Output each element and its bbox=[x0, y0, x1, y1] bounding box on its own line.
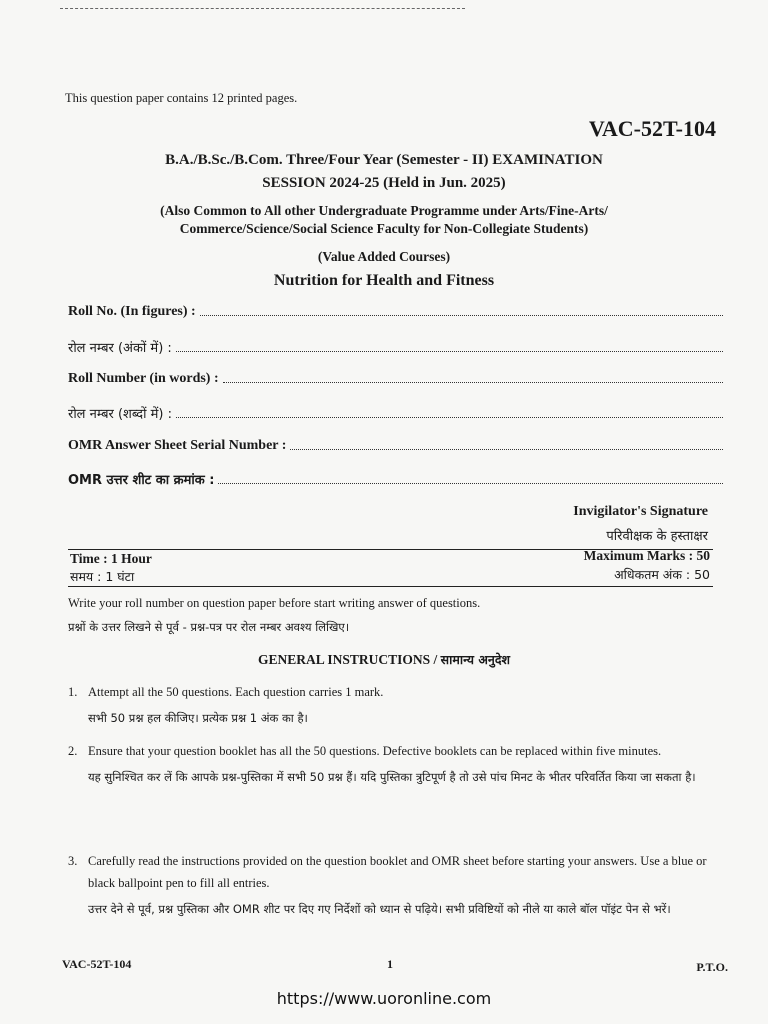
instruction-text-en: Ensure that your question booklet has all the 50 questions. Defective booklets can be replaced within five minutes. bbox=[88, 744, 662, 758]
roll-no-words-hindi-field[interactable] bbox=[68, 404, 723, 422]
exam-title-line1: B.A./B.Sc./B.Com. Three/Four Year (Semester - II) EXAMINATION bbox=[165, 152, 603, 168]
instruction-text-hi: यह सुनिश्चित कर लें कि आपके प्रश्न-पुस्तिका में सभी 50 प्रश्न हैं। यदि पुस्तिका त्रुटिपूर्ण है तो उसे पांच मिनट के भीतर परिवर्तित किया जा सकता है। bbox=[88, 770, 696, 784]
instruction-number: 2. bbox=[68, 744, 78, 758]
instruction-text-en: Attempt all the 50 questions. Each question carries 1 mark. bbox=[88, 685, 384, 699]
exam-title-line2: SESSION 2024-25 (Held in Jun. 2025) bbox=[262, 175, 506, 191]
instruction-item bbox=[68, 850, 723, 922]
paper-code: VAC-52T-104 bbox=[588, 116, 716, 141]
heading-hi: सामान्य अनुदेश bbox=[440, 652, 510, 667]
top-border-line bbox=[60, 8, 465, 9]
dotted-line bbox=[223, 381, 723, 383]
instruction-item bbox=[68, 740, 723, 790]
field-label: रोल नम्बर (अंकों में) : bbox=[68, 341, 172, 356]
instruction-number: 3. bbox=[68, 854, 78, 868]
field-label: OMR उत्तर शीट का क्रमांक : bbox=[68, 473, 215, 488]
dotted-line bbox=[290, 448, 723, 450]
printed-pages-note: This question paper contains 12 printed pages. bbox=[65, 91, 298, 105]
roll-number-notice-hindi: प्रश्नों के उत्तर लिखने से पूर्व - प्रश्न-पत्र पर रोल नम्बर अवश्य लिखिए। bbox=[68, 620, 350, 634]
field-label: Roll Number (in words) : bbox=[68, 371, 219, 386]
omr-serial-hindi-field[interactable] bbox=[68, 470, 723, 488]
common-note-line1: (Also Common to All other Undergraduate Programme under Arts/Fine-Arts/ bbox=[160, 203, 608, 218]
max-marks-label: Maximum Marks : 50 bbox=[583, 548, 710, 563]
instruction-text-en: Carefully read the instructions provided on the question booklet and OMR sheet before starting your answers. Use a blue or black ballpoint pen to fill all entries. bbox=[88, 854, 707, 890]
course-type: (Value Added Courses) bbox=[317, 249, 451, 264]
heading-en: GENERAL INSTRUCTIONS / bbox=[258, 652, 438, 667]
website-link[interactable]: https://www.uoronline.com bbox=[276, 989, 492, 1008]
roll-no-figures-hindi-field[interactable] bbox=[68, 338, 723, 356]
roll-no-figures-field[interactable] bbox=[68, 304, 723, 320]
dotted-line bbox=[176, 416, 723, 418]
omr-serial-field[interactable] bbox=[68, 438, 723, 454]
instruction-text-hi: उत्तर देने से पूर्व, प्रश्न पुस्तिका और OMR शीट पर दिए गए निर्देशों को ध्यान से पढ़िये। सभी प्रविष्टियों को नीले या काले बॉल पॉइंट पेन से भरें। bbox=[88, 902, 671, 916]
pto-label: P.T.O. bbox=[696, 960, 728, 974]
common-note-line2: Commerce/Science/Social Science Faculty for Non-Collegiate Students) bbox=[179, 221, 589, 236]
dotted-line bbox=[200, 314, 723, 316]
instruction-number: 1. bbox=[68, 685, 78, 699]
dotted-line bbox=[176, 350, 723, 352]
field-label: रोल नम्बर (शब्दों में) : bbox=[68, 407, 172, 422]
roll-number-notice: Write your roll number on question paper before start writing answer of questions. bbox=[68, 596, 481, 610]
max-marks-label-hindi: अधिकतम अंक : 50 bbox=[614, 567, 710, 582]
dotted-line bbox=[218, 482, 723, 484]
invigilator-signature-hindi: परिवीक्षक के हस्ताक्षर bbox=[606, 529, 708, 544]
field-label: Roll No. (In figures) : bbox=[68, 304, 196, 319]
page-number: 1 bbox=[387, 957, 393, 971]
footer-paper-code: VAC-52T-104 bbox=[62, 957, 132, 971]
roll-no-words-field[interactable] bbox=[68, 371, 723, 387]
divider-line bbox=[68, 586, 713, 587]
instruction-text-hi: सभी 50 प्रश्न हल कीजिए। प्रत्येक प्रश्न 1 अंक का है। bbox=[88, 711, 308, 725]
subject-title: Nutrition for Health and Fitness bbox=[273, 272, 495, 289]
time-label-hindi: समय : 1 घंटा bbox=[70, 569, 135, 584]
time-label: Time : 1 Hour bbox=[70, 551, 152, 566]
invigilator-signature-label: Invigilator's Signature bbox=[573, 504, 708, 519]
instruction-item bbox=[68, 681, 723, 731]
field-label: OMR Answer Sheet Serial Number : bbox=[68, 438, 287, 453]
general-instructions-heading bbox=[0, 651, 768, 668]
